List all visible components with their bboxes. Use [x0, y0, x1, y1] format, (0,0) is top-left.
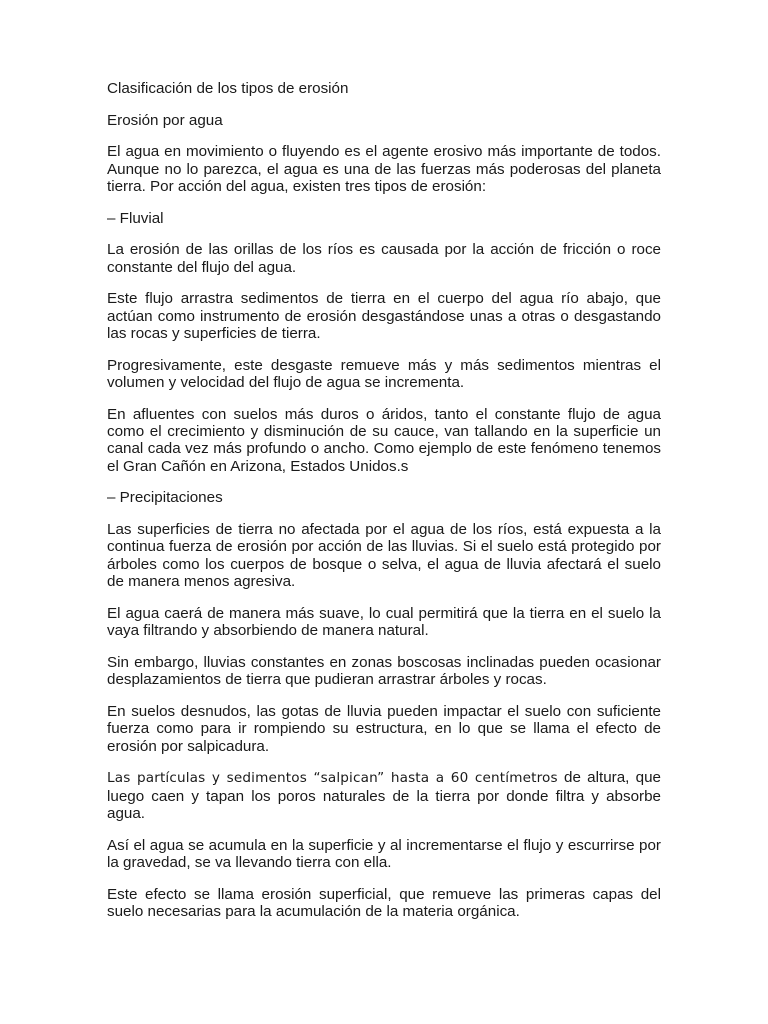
- document-page: [107, 80, 661, 935]
- paragraph-fluvial-2: Este flujo arrastra sedimentos de tierra en el cuerpo del agua río abajo, que actúan como instrumento de erosión desgastándose unas a otras o desgastando las rocas y superficies de tierra.: [107, 290, 661, 342]
- paragraph-precip-5-alt-font: Las partículas y sedimentos “salpican” hasta a 60 centímetros: [107, 770, 558, 787]
- section-heading-water: Erosión por agua: [107, 111, 223, 129]
- paragraph-precip-5: [107, 769, 661, 822]
- subheading-precipitaciones: – Precipitaciones: [107, 489, 223, 507]
- paragraph-fluvial-4: En afluentes con suelos más duros o áridos, tanto el constante flujo de agua como el crecimiento y disminución de su cauce, van tallando en la superficie un canal cada vez más profundo o ancho. Como ejemplo de este fenómeno tenemos el Gran Cañón en Arizona, Estados Unidos.s: [107, 405, 661, 475]
- paragraph-intro: El agua en movimiento o fluyendo es el agente erosivo más importante de todos. Aunque no lo parezca, el agua es una de las fuerzas más poderosas del planeta tierra. Por acción del agua, existen tres tipos de erosión:: [107, 143, 661, 195]
- paragraph-precip-1: Las superficies de tierra no afectada por el agua de los ríos, está expuesta a la continua fuerza de erosión por acción de las lluvias. Si el suelo está protegido por árboles como los cuerpos de bosque o selva, el agua de lluvia afectará el suelo de manera menos agresiva.: [107, 521, 661, 591]
- paragraph-fluvial-1: La erosión de las orillas de los ríos es causada por la acción de fricción o roce constante del flujo del agua.: [107, 241, 661, 276]
- document-title: Clasificación de los tipos de erosión: [107, 80, 349, 97]
- paragraph-precip-2: El agua caerá de manera más suave, lo cual permitirá que la tierra en el suelo la vaya filtrando y absorbiendo de manera natural.: [107, 604, 661, 640]
- paragraph-precip-5-rest: de altura, que luego caen y tapan los poros naturales de la tierra por donde filtra y absorbe agua.: [107, 769, 662, 823]
- subheading-fluvial: – Fluvial: [107, 209, 164, 227]
- paragraph-precip-3: Sin embargo, lluvias constantes en zonas boscosas inclinadas pueden ocasionar desplazamientos de tierra que pudieran arrastrar árboles y rocas.: [107, 653, 661, 689]
- paragraph-precip-6: Así el agua se acumula en la superficie y al incrementarse el flujo y escurrirse por la gravedad, se va llevando tierra con ella.: [107, 836, 661, 872]
- paragraph-fluvial-3: Progresivamente, este desgaste remueve más y más sedimentos mientras el volumen y velocidad del flujo de agua se incrementa.: [107, 356, 661, 391]
- paragraph-precip-7: Este efecto se llama erosión superficial, que remueve las primeras capas del suelo necesarias para la acumulación de la materia orgánica.: [107, 885, 661, 921]
- paragraph-precip-4: En suelos desnudos, las gotas de lluvia pueden impactar el suelo con suficiente fuerza como para ir rompiendo su estructura, en lo que se llama el efecto de erosión por salpicadura.: [107, 702, 661, 755]
